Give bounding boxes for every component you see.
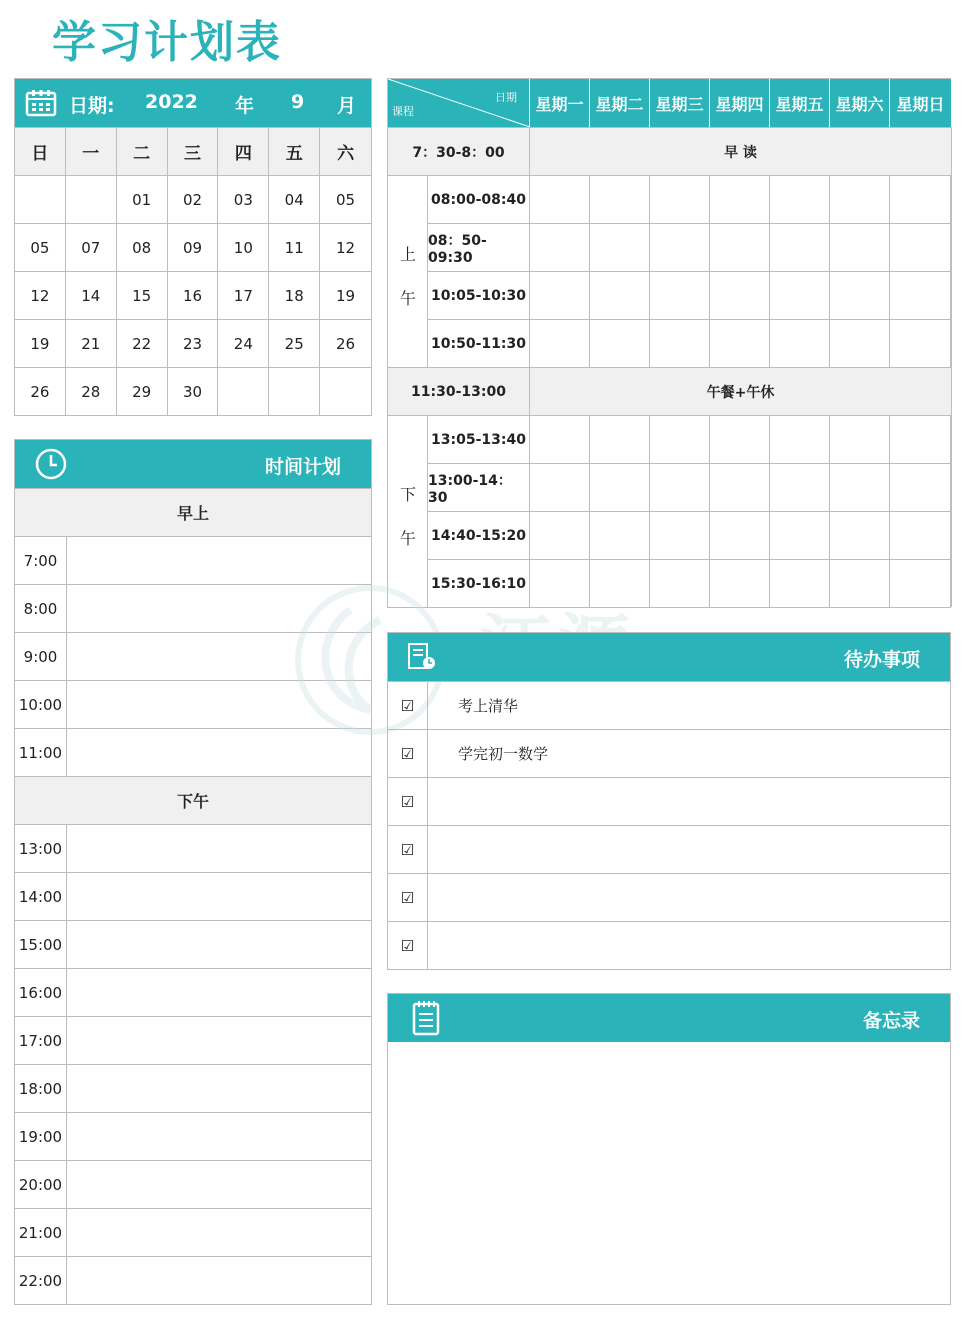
calendar-day[interactable]: 05 xyxy=(320,175,371,223)
time-plan xyxy=(14,439,372,1305)
class-slot-cell[interactable] xyxy=(650,223,710,271)
calendar-day[interactable]: 25 xyxy=(269,319,320,367)
time-row xyxy=(15,824,371,872)
weekday-column-header: 星期一 xyxy=(530,79,590,127)
class-slot-cell[interactable] xyxy=(710,223,770,271)
time-row xyxy=(15,1064,371,1112)
calendar-day[interactable]: 28 xyxy=(66,367,117,415)
time-label: 20:00 xyxy=(15,1161,67,1208)
time-entry[interactable] xyxy=(67,681,371,728)
class-slot-cell[interactable] xyxy=(770,463,830,511)
calendar xyxy=(14,78,372,416)
class-slot-cell[interactable] xyxy=(650,415,710,463)
calendar-day[interactable]: 09 xyxy=(168,223,219,271)
notepad-icon xyxy=(412,1000,440,1036)
calendar-day[interactable]: 11 xyxy=(269,223,320,271)
time-entry[interactable] xyxy=(67,729,371,776)
weekday-header: 四 xyxy=(218,127,269,175)
class-slot-cell[interactable] xyxy=(890,511,952,559)
lunch-time: 11:30-13:00 xyxy=(388,367,530,415)
afternoon-section-label: 下午 xyxy=(15,776,371,824)
memo-title: 备忘录 xyxy=(862,1010,920,1032)
corner-course-label: 课程 xyxy=(392,105,414,118)
calendar-day[interactable]: 10 xyxy=(218,223,269,271)
calendar-day[interactable]: 08 xyxy=(117,223,168,271)
time-row xyxy=(15,536,371,584)
time-entry[interactable] xyxy=(67,1065,371,1112)
todo-text[interactable] xyxy=(428,874,458,921)
early-reading-time: 7：30-8：00 xyxy=(388,127,530,175)
time-entry[interactable] xyxy=(67,873,371,920)
checkbox-icon[interactable]: ☑ xyxy=(388,874,428,921)
class-slot-time: 14:40-15:20 xyxy=(428,511,530,559)
class-slot-cell[interactable] xyxy=(710,271,770,319)
calendar-day[interactable]: 02 xyxy=(168,175,219,223)
weekday-column-header: 星期二 xyxy=(590,79,650,127)
calendar-header xyxy=(15,79,371,127)
calendar-day[interactable]: 23 xyxy=(168,319,219,367)
time-entry[interactable] xyxy=(67,1113,371,1160)
class-slot-time: 10:50-11:30 xyxy=(428,319,530,367)
class-slot-cell[interactable] xyxy=(530,511,590,559)
calendar-icon xyxy=(25,89,57,117)
time-row xyxy=(15,920,371,968)
time-label: 17:00 xyxy=(15,1017,67,1064)
time-row xyxy=(15,728,371,776)
memo xyxy=(387,993,951,1305)
calendar-day[interactable]: 16 xyxy=(168,271,219,319)
time-label: 21:00 xyxy=(15,1209,67,1256)
calendar-day[interactable]: 22 xyxy=(117,319,168,367)
calendar-grid xyxy=(15,127,371,415)
time-entry[interactable] xyxy=(67,633,371,680)
memo-header xyxy=(388,994,950,1042)
corner-header xyxy=(388,79,530,127)
class-slot-cell[interactable] xyxy=(650,319,710,367)
class-slot-cell[interactable] xyxy=(650,511,710,559)
class-slot-cell[interactable] xyxy=(530,223,590,271)
class-slot-cell[interactable] xyxy=(890,463,952,511)
todo-item xyxy=(388,921,950,969)
class-slot-cell[interactable] xyxy=(530,559,590,607)
corner-date-label: 日期 xyxy=(495,91,517,104)
morning-vertical-label xyxy=(388,175,428,367)
class-slot-cell[interactable] xyxy=(530,319,590,367)
time-label: 13:00 xyxy=(15,825,67,872)
year-value: 2022 xyxy=(145,91,198,113)
weekday-column-header: 星期日 xyxy=(890,79,952,127)
class-slot-cell[interactable] xyxy=(830,415,890,463)
class-slot-cell[interactable] xyxy=(590,175,650,223)
class-slot-cell[interactable] xyxy=(770,511,830,559)
calendar-day[interactable] xyxy=(269,367,320,415)
calendar-day[interactable]: 26 xyxy=(320,319,371,367)
time-row xyxy=(15,1112,371,1160)
calendar-day[interactable]: 17 xyxy=(218,271,269,319)
weekday-header: 六 xyxy=(320,127,371,175)
clock-icon xyxy=(35,448,67,480)
class-slot-time: 13:00-14：30 xyxy=(428,463,530,511)
class-slot-cell[interactable] xyxy=(590,511,650,559)
class-slot-cell[interactable] xyxy=(890,415,952,463)
class-slot-cell[interactable] xyxy=(650,559,710,607)
checkbox-icon[interactable]: ☑ xyxy=(388,778,428,825)
time-label: 15:00 xyxy=(15,921,67,968)
class-slot-cell[interactable] xyxy=(830,463,890,511)
class-slot-cell[interactable] xyxy=(710,175,770,223)
course-schedule xyxy=(387,78,951,608)
class-slot-cell[interactable] xyxy=(770,175,830,223)
calendar-day[interactable]: 01 xyxy=(117,175,168,223)
morning-vertical-char: 午 xyxy=(400,289,417,308)
class-slot-cell[interactable] xyxy=(710,463,770,511)
weekday-column-header: 星期四 xyxy=(710,79,770,127)
class-slot-cell[interactable] xyxy=(830,175,890,223)
todo-item xyxy=(388,777,950,825)
time-entry[interactable] xyxy=(67,1209,371,1256)
time-label: 7:00 xyxy=(15,537,67,584)
class-slot-cell[interactable] xyxy=(890,271,952,319)
checkbox-icon[interactable]: ☑ xyxy=(388,826,428,873)
time-label: 11:00 xyxy=(15,729,67,776)
class-slot-cell[interactable] xyxy=(770,223,830,271)
time-entry[interactable] xyxy=(67,1257,371,1304)
time-row xyxy=(15,1016,371,1064)
todo-rows xyxy=(388,681,950,969)
time-entry[interactable] xyxy=(67,969,371,1016)
month-value: 9 xyxy=(291,91,305,113)
morning-vertical-char: 上 xyxy=(400,245,417,264)
time-label: 19:00 xyxy=(15,1113,67,1160)
calendar-day[interactable] xyxy=(320,367,371,415)
class-slot-time: 08:00-08:40 xyxy=(428,175,530,223)
class-slot-cell[interactable] xyxy=(770,415,830,463)
time-entry[interactable] xyxy=(67,921,371,968)
class-slot-cell[interactable] xyxy=(710,415,770,463)
calendar-day[interactable]: 19 xyxy=(320,271,371,319)
todo-title: 待办事项 xyxy=(843,649,920,671)
page-title: 学习计划表 xyxy=(52,17,282,68)
class-slot-cell[interactable] xyxy=(770,271,830,319)
year-unit: 年 xyxy=(235,95,255,117)
class-slot-cell[interactable] xyxy=(530,415,590,463)
checkbox-icon[interactable]: ☑ xyxy=(388,682,428,729)
time-label: 10:00 xyxy=(15,681,67,728)
todo-text[interactable]: 考上清华 xyxy=(458,697,519,715)
calendar-day[interactable]: 04 xyxy=(269,175,320,223)
calendar-day[interactable]: 15 xyxy=(117,271,168,319)
todo-item xyxy=(388,825,950,873)
weekday-header: 三 xyxy=(168,127,219,175)
class-slot-cell[interactable] xyxy=(830,511,890,559)
weekday-header: 五 xyxy=(269,127,320,175)
calendar-day[interactable]: 12 xyxy=(320,223,371,271)
calendar-day[interactable] xyxy=(66,175,117,223)
class-slot-time: 08：50-09:30 xyxy=(428,223,530,271)
calendar-day[interactable]: 12 xyxy=(15,271,66,319)
morning-section-label: 早上 xyxy=(15,488,371,536)
class-slot-cell[interactable] xyxy=(530,175,590,223)
calendar-day[interactable] xyxy=(218,367,269,415)
class-slot-cell[interactable] xyxy=(590,463,650,511)
class-slot-cell[interactable] xyxy=(770,319,830,367)
month-unit: 月 xyxy=(337,95,357,117)
calendar-day[interactable]: 03 xyxy=(218,175,269,223)
class-slot-cell[interactable] xyxy=(890,175,952,223)
time-entry[interactable] xyxy=(67,825,371,872)
calendar-day[interactable]: 29 xyxy=(117,367,168,415)
class-slot-cell[interactable] xyxy=(650,463,710,511)
weekday-column-header: 星期五 xyxy=(770,79,830,127)
time-plan-title: 时间计划 xyxy=(264,456,341,478)
todo-item xyxy=(388,729,950,777)
lunch-label: 午餐+午休 xyxy=(530,367,952,415)
calendar-day[interactable]: 19 xyxy=(15,319,66,367)
class-slot-cell[interactable] xyxy=(830,223,890,271)
time-row xyxy=(15,584,371,632)
class-slot-cell[interactable] xyxy=(650,175,710,223)
time-entry[interactable] xyxy=(67,1161,371,1208)
class-slot-cell[interactable] xyxy=(830,271,890,319)
calendar-day[interactable]: 14 xyxy=(66,271,117,319)
weekday-header: 一 xyxy=(66,127,117,175)
todo-icon xyxy=(408,643,438,671)
afternoon-rows xyxy=(15,824,371,1304)
weekday-header: 日 xyxy=(15,127,66,175)
todo-item xyxy=(388,873,950,921)
todo-text[interactable] xyxy=(428,922,458,969)
weekday-header: 二 xyxy=(117,127,168,175)
class-slot-cell[interactable] xyxy=(590,415,650,463)
calendar-day[interactable]: 30 xyxy=(168,367,219,415)
date-label: 日期: xyxy=(69,95,115,117)
todo-item xyxy=(388,681,950,729)
time-entry[interactable] xyxy=(67,1017,371,1064)
time-entry[interactable] xyxy=(67,537,371,584)
class-slot-cell[interactable] xyxy=(770,559,830,607)
afternoon-vertical-char: 下 xyxy=(400,485,417,504)
class-slot-cell[interactable] xyxy=(830,559,890,607)
time-row xyxy=(15,680,371,728)
class-slot-cell[interactable] xyxy=(890,319,952,367)
calendar-day[interactable] xyxy=(15,175,66,223)
class-slot-cell[interactable] xyxy=(710,559,770,607)
class-slot-cell[interactable] xyxy=(650,271,710,319)
afternoon-vertical-char: 午 xyxy=(400,529,417,548)
calendar-day[interactable]: 05 xyxy=(15,223,66,271)
calendar-day[interactable]: 21 xyxy=(66,319,117,367)
time-row xyxy=(15,1256,371,1304)
class-slot-cell[interactable] xyxy=(590,559,650,607)
class-slot-cell[interactable] xyxy=(710,511,770,559)
class-slot-cell[interactable] xyxy=(590,223,650,271)
class-slot-time: 13:05-13:40 xyxy=(428,415,530,463)
time-label: 14:00 xyxy=(15,873,67,920)
weekday-column-header: 星期六 xyxy=(830,79,890,127)
todo-text[interactable]: 学完初一数学 xyxy=(458,745,549,763)
time-label: 18:00 xyxy=(15,1065,67,1112)
time-label: 8:00 xyxy=(15,585,67,632)
class-slot-cell[interactable] xyxy=(890,559,952,607)
class-slot-cell[interactable] xyxy=(530,271,590,319)
time-row xyxy=(15,968,371,1016)
time-label: 9:00 xyxy=(15,633,67,680)
calendar-day[interactable]: 24 xyxy=(218,319,269,367)
time-entry[interactable] xyxy=(67,585,371,632)
time-label: 16:00 xyxy=(15,969,67,1016)
class-slot-time: 10:05-10:30 xyxy=(428,271,530,319)
calendar-day[interactable]: 07 xyxy=(66,223,117,271)
calendar-day[interactable]: 18 xyxy=(269,271,320,319)
time-row xyxy=(15,632,371,680)
time-row xyxy=(15,1160,371,1208)
todo-header xyxy=(388,633,950,681)
class-slot-cell[interactable] xyxy=(590,319,650,367)
todo-text[interactable] xyxy=(428,826,458,873)
class-slot-cell[interactable] xyxy=(590,271,650,319)
class-slot-cell[interactable] xyxy=(830,319,890,367)
class-slot-time: 15:30-16:10 xyxy=(428,559,530,607)
calendar-day[interactable]: 26 xyxy=(15,367,66,415)
todo-text[interactable] xyxy=(428,778,458,825)
todo-list xyxy=(387,632,951,970)
memo-body[interactable] xyxy=(388,1042,950,1304)
time-row xyxy=(15,872,371,920)
afternoon-vertical-label xyxy=(388,415,428,607)
checkbox-icon[interactable]: ☑ xyxy=(388,730,428,777)
time-label: 22:00 xyxy=(15,1257,67,1304)
class-slot-cell[interactable] xyxy=(530,463,590,511)
morning-rows xyxy=(15,536,371,776)
class-slot-cell[interactable] xyxy=(890,223,952,271)
time-row xyxy=(15,1208,371,1256)
checkbox-icon[interactable]: ☑ xyxy=(388,922,428,969)
class-slot-cell[interactable] xyxy=(710,319,770,367)
early-reading-label: 早 读 xyxy=(530,127,952,175)
weekday-column-header: 星期三 xyxy=(650,79,710,127)
time-plan-header xyxy=(15,440,371,488)
